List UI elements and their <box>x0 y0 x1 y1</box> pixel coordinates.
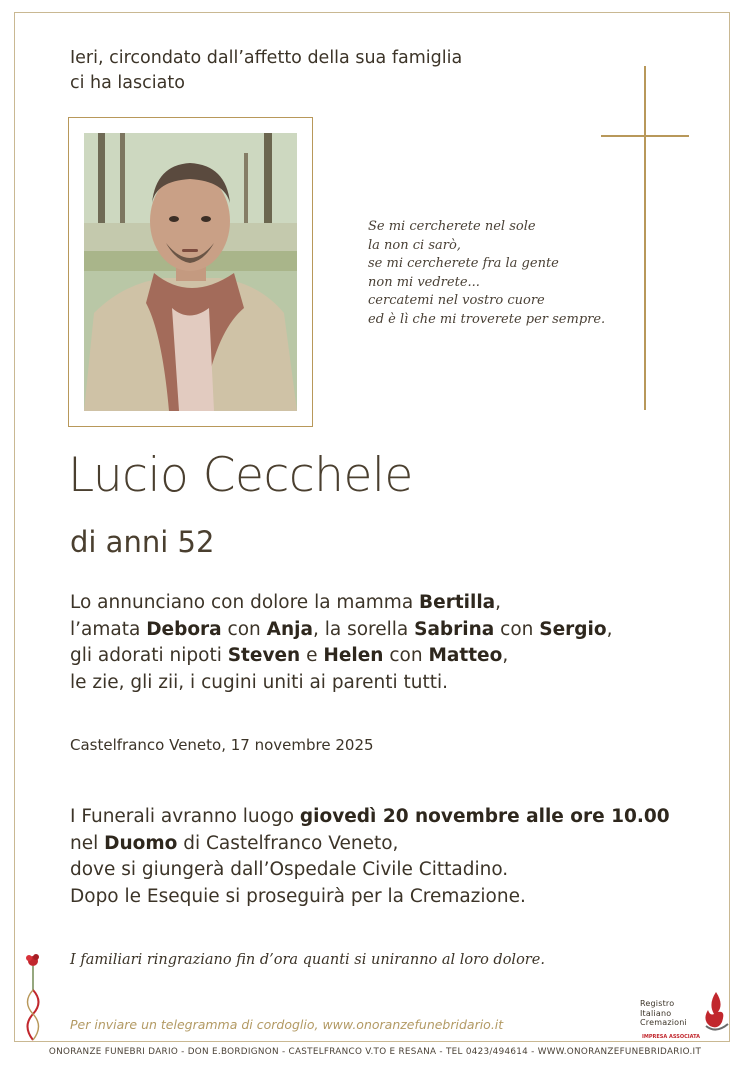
funeral-line-2: nel Duomo di Castelfranco Veneto, <box>70 832 399 854</box>
deceased-name: Lucio Cecchele <box>68 448 413 503</box>
registry-line-1: Registro <box>640 999 675 1008</box>
place-date: Castelfranco Veneto, 17 novembre 2025 <box>70 736 374 754</box>
memorial-poem <box>368 218 605 330</box>
announcement-text <box>70 590 612 696</box>
intro-text <box>70 46 462 96</box>
poem-line: ed è lì che mi troverete per sempre. <box>368 311 606 327</box>
registry-flame-icon <box>700 990 732 1034</box>
poem-line: la non ci sarò, <box>368 237 461 253</box>
rose-ribbon-icon <box>20 950 50 1045</box>
registry-line-2: Italiano <box>640 1008 672 1018</box>
registry-logo <box>640 990 734 1045</box>
deceased-age: di anni 52 <box>70 525 215 559</box>
portrait-frame <box>68 117 313 427</box>
announcement-line-2: l’amata Debora con Anja, la sorella Sabrina con Sergio, <box>70 618 613 640</box>
poem-line: cercatemi nel vostro cuore <box>368 293 545 309</box>
poem-line: non mi vedrete... <box>368 274 480 290</box>
announcement-line-4: le zie, gli zii, i cugini uniti ai parenti tutti. <box>70 671 448 693</box>
funeral-line-3: dove si giungerà dall’Ospedale Civile Cittadino. <box>70 859 509 880</box>
intro-line-2: ci ha lasciato <box>70 73 185 93</box>
portrait-photo <box>84 133 297 411</box>
poem-line: Se mi cercherete nel sole <box>368 219 536 234</box>
announcement-line-1: Lo annunciano con dolore la mamma Bertilla, <box>70 592 502 613</box>
thanks-note: I familiari ringraziano fin d’ora quanti si uniranno al loro dolore. <box>70 952 545 968</box>
poem-line: se mi cercherete fra la gente <box>368 256 559 272</box>
registry-line-3: Cremazioni <box>640 1018 687 1027</box>
intro-line-1: Ieri, circondato dall’affetto della sua famiglia <box>70 48 463 68</box>
registry-text <box>640 999 687 1028</box>
cross-icon <box>644 66 646 410</box>
announcement-line-3: gli adorati nipoti Steven e Helen con Matteo, <box>70 645 509 666</box>
funeral-details <box>70 804 670 910</box>
funeral-line-1: I Funerali avranno luogo giovedì 20 novembre alle ore 10.00 <box>70 806 670 827</box>
portrait-illustration <box>84 133 297 411</box>
telegram-link[interactable]: Per inviare un telegramma di cordoglio, www.onoranzefunebridario.it <box>70 1017 504 1032</box>
registry-subtitle: IMPRESA ASSOCIATA <box>642 1034 700 1040</box>
funeral-line-4: Dopo le Esequie si proseguirà per la Cremazione. <box>70 885 526 907</box>
footer-contact: ONORANZE FUNEBRI DARIO - DON E.BORDIGNON - CASTELFRANCO V.TO E RESANA - TEL 0423/494614 - WWW.ONORANZEFUNEBRIDARIO.IT <box>48 1047 702 1057</box>
cross-icon-crossbar <box>601 135 689 137</box>
